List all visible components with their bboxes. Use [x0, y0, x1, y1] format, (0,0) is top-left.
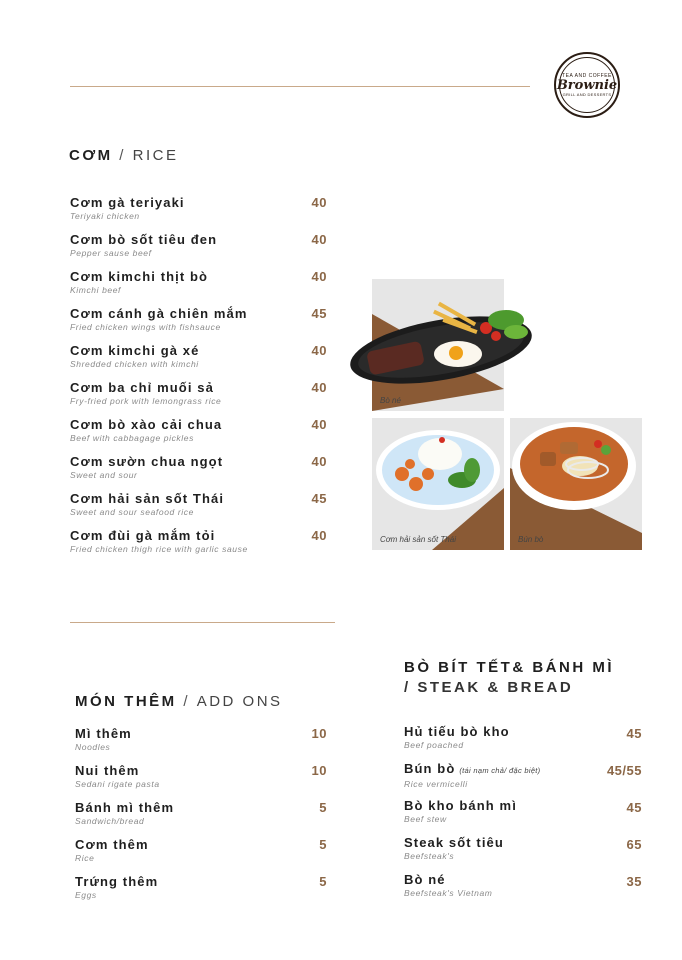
item-name: Cơm bò sốt tiêu đen: [70, 232, 218, 247]
item-price: 45: [311, 491, 327, 506]
addons-title-vi: MÓN THÊM: [75, 693, 177, 710]
menu-item: [70, 306, 340, 333]
item-price: 45: [626, 800, 642, 815]
item-name: Cơm gà teriyaki: [70, 195, 185, 210]
item-price: 5: [319, 837, 327, 852]
menu-item: [75, 837, 345, 864]
item-name: Cơm thêm: [75, 837, 149, 852]
logo-top-text: TEA AND COFFEE: [562, 73, 612, 79]
item-desc: Rice vermicelli: [404, 779, 468, 789]
menu-item: [70, 195, 340, 222]
item-price: 40: [311, 343, 327, 358]
item-price: 10: [311, 726, 327, 741]
item-price: 65: [626, 837, 642, 852]
item-name: Cơm sườn chua ngọt: [70, 454, 224, 469]
photo-caption-com-hai-san: Cơm hải sản sốt Thái: [380, 535, 456, 544]
steak-title-line2: / STEAK & BREAD: [404, 679, 574, 696]
item-price: 40: [311, 417, 327, 432]
item-name: Bò kho bánh mì: [404, 798, 517, 813]
item-price: 45: [311, 306, 327, 321]
menu-item: [70, 269, 340, 296]
item-desc: Noodles: [75, 742, 111, 752]
item-price: 40: [311, 195, 327, 210]
item-name: Cơm bò xào cải chua: [70, 417, 223, 432]
item-price: 40: [311, 454, 327, 469]
item-desc: Fried chicken thigh rice with garlic sause: [70, 544, 248, 554]
item-desc: Beef poached: [404, 740, 464, 750]
item-desc: Eggs: [75, 890, 97, 900]
item-desc: Fried chicken wings with fishsauce: [70, 322, 221, 332]
top-divider: [70, 86, 530, 87]
item-desc: Beefsteak's Vietnam: [404, 888, 493, 898]
item-name: Bò né: [404, 872, 446, 887]
photo-caption-bo-ne: Bò né: [380, 396, 401, 405]
menu-item: [75, 874, 345, 901]
item-desc: Beef stew: [404, 814, 447, 824]
item-price: 10: [311, 763, 327, 778]
rice-title-vi: CƠM: [69, 147, 113, 164]
item-name: Cơm cánh gà chiên mắm: [70, 306, 248, 321]
item-desc: Fry-fried pork with lemongrass rice: [70, 396, 222, 406]
item-name: Cơm hải sản sốt Thái: [70, 491, 225, 506]
item-desc: Sedani rigate pasta: [75, 779, 160, 789]
menu-item: [70, 232, 340, 259]
item-name: Trứng thêm: [75, 874, 159, 889]
addons-title-separator: /: [183, 693, 191, 710]
addons-title-en: ADD ONS: [196, 693, 283, 710]
item-name: Nui thêm: [75, 763, 140, 778]
bo-ne-plate-image: [346, 298, 536, 398]
menu-item: [75, 800, 345, 827]
item-price: 40: [311, 380, 327, 395]
item-desc: Kimchi beef: [70, 285, 122, 295]
item-name: Mì thêm: [75, 726, 132, 741]
rice-section-title: [69, 147, 178, 164]
menu-item: [70, 528, 340, 555]
photo-bun-bo: [510, 418, 642, 550]
item-name: Cơm ba chỉ muối sả: [70, 380, 214, 395]
item-desc: Beef with cabbagage pickles: [70, 433, 194, 443]
logo-brand: Brownie: [556, 78, 618, 93]
menu-item: [70, 491, 340, 518]
item-price: 40: [311, 528, 327, 543]
item-desc: Sandwich/bread: [75, 816, 145, 826]
brownie-logo: [554, 52, 620, 118]
item-price: 40: [311, 269, 327, 284]
item-price: 45: [626, 726, 642, 741]
logo-bottom-text: GRILL AND DESSERTS: [562, 92, 612, 97]
item-price: 5: [319, 800, 327, 815]
item-name: Cơm kimchi gà xé: [70, 343, 200, 358]
bun-bo-illustration: [510, 418, 642, 550]
photo-caption-bun-bo: Bún bò: [518, 535, 544, 544]
item-price: 40: [311, 232, 327, 247]
menu-item: [70, 380, 340, 407]
item-name: Cơm đùi gà mắm tỏi: [70, 528, 216, 543]
middle-divider: [70, 622, 335, 623]
item-price: 35: [626, 874, 642, 889]
item-desc: Shredded chicken with kimchi: [70, 359, 199, 369]
item-desc: Beefsteak's: [404, 851, 455, 861]
steak-title-line1: BÒ BÍT TẾT& BÁNH MÌ: [404, 659, 614, 676]
rice-title-separator: /: [119, 147, 126, 164]
menu-item: [75, 763, 345, 790]
steak-section-title: [404, 658, 614, 698]
item-price: 45/55: [606, 763, 642, 778]
rice-title-en: RICE: [132, 147, 179, 164]
photo-com-hai-san: [372, 418, 504, 550]
item-price: 5: [319, 874, 327, 889]
item-name: Steak sốt tiêu: [404, 835, 504, 850]
menu-item: [70, 454, 340, 481]
item-desc: Pepper sause beef: [70, 248, 152, 258]
item-note: (tái nạm chả/ đặc biệt): [459, 766, 541, 775]
item-name: Hủ tiếu bò kho: [404, 724, 510, 739]
item-desc: Rice: [75, 853, 95, 863]
menu-item: [70, 417, 340, 444]
item-desc: Sweet and sour: [70, 470, 138, 480]
menu-item: [70, 343, 340, 370]
item-desc: Sweet and sour seafood rice: [70, 507, 194, 517]
com-hai-san-illustration: [372, 418, 504, 550]
addons-section-title: [75, 693, 283, 710]
item-name: Bánh mì thêm: [75, 800, 175, 815]
item-desc: Teriyaki chicken: [70, 211, 140, 221]
item-name-text: Bún bò: [404, 761, 456, 776]
menu-item: [75, 726, 345, 753]
item-name: Cơm kimchi thịt bò: [70, 269, 209, 284]
